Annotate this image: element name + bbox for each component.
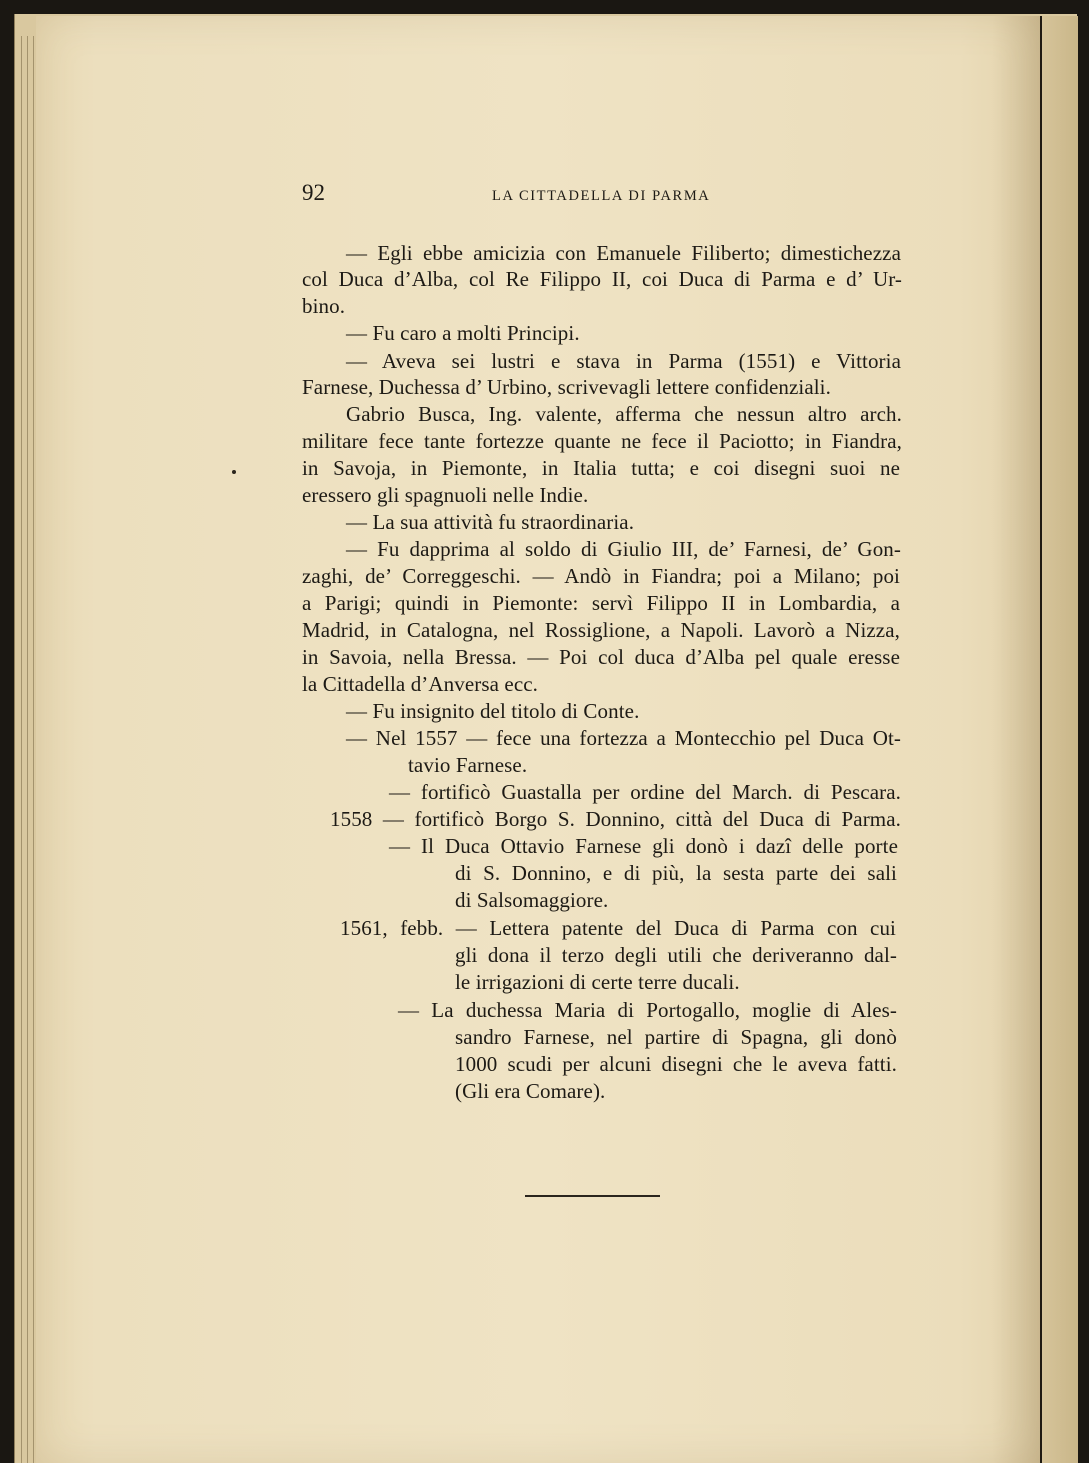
text-line: — Fu caro a molti Principi. bbox=[346, 321, 580, 345]
text-line: di Salsomaggiore. bbox=[455, 888, 609, 912]
text-line: — fortificò Guastalla per ordine del March. di Pescara. bbox=[389, 780, 901, 804]
text-line: — La duchessa Maria di Portogallo, moglie di Ales- bbox=[398, 998, 897, 1022]
text-line: — Il Duca Ottavio Farnese gli donò i dazî delle porte bbox=[389, 834, 898, 858]
text-line: col Duca d’Alba, col Re Filippo II, coi Duca di Parma e d’ Ur- bbox=[302, 267, 902, 291]
text-line: zaghi, de’ Correggeschi. — Andò in Fiandra; poi a Milano; poi bbox=[302, 564, 900, 588]
text-line: bino. bbox=[302, 294, 346, 318]
text-line: di S. Donnino, e di più, la sesta parte dei sali bbox=[455, 861, 897, 885]
text-line: — La sua attività fu straordinaria. bbox=[346, 510, 635, 534]
text-line: tavio Farnese. bbox=[408, 753, 528, 777]
text-line: — Fu dapprima al soldo di Giulio III, de’ Farnesi, de’ Gon- bbox=[346, 537, 901, 561]
text-line: in Savoja, in Piemonte, in Italia tutta; e coi disegni suoi ne bbox=[302, 456, 900, 480]
text-line: 1561, febb. — Lettera patente del Duca di Parma con cui bbox=[340, 916, 896, 940]
page-edge bbox=[21, 36, 22, 1463]
text-line: sandro Farnese, nel partire di Spagna, gli donò bbox=[455, 1025, 897, 1049]
text-line: le irrigazioni di certe terre ducali. bbox=[455, 970, 740, 994]
text-line: Gabrio Busca, Ing. valente, afferma che nessun altro arch. bbox=[346, 402, 902, 426]
running-title: LA CITTADELLA DI PARMA bbox=[492, 188, 711, 204]
page-edge bbox=[27, 36, 28, 1463]
text-line: militare fece tante fortezze quante ne fece il Paciotto; in Fiandra, bbox=[302, 429, 902, 453]
text-line: 1558 — fortificò Borgo S. Donnino, città del Duca di Parma. bbox=[330, 807, 901, 831]
ink-speck bbox=[232, 470, 236, 474]
text-line: Madrid, in Catalogna, nel Rossiglione, a Napoli. Lavorò a Nizza, bbox=[302, 618, 900, 642]
text-line: a Parigi; quindi in Piemonte: servì Filippo II in Lombardia, a bbox=[302, 591, 900, 615]
text-line: — Nel 1557 — fece una fortezza a Montecchio pel Duca Ot- bbox=[346, 726, 901, 750]
text-line: (Gli era Comare). bbox=[455, 1079, 606, 1103]
closing-rule bbox=[525, 1195, 660, 1197]
page-gutter bbox=[992, 16, 1040, 1463]
page-number: 92 bbox=[302, 180, 325, 205]
text-line: in Savoia, nella Bressa. — Poi col duca d’Alba pel quale eresse bbox=[302, 645, 900, 669]
text-line: — Fu insignito del titolo di Conte. bbox=[346, 699, 640, 723]
page-edge bbox=[33, 36, 34, 1463]
text-line: — Egli ebbe amicizia con Emanuele Filiberto; dimestichezza bbox=[346, 241, 901, 265]
text-line: 1000 scudi per alcuni disegni che le aveva fatti. bbox=[455, 1052, 897, 1076]
text-line: la Cittadella d’Anversa ecc. bbox=[302, 672, 539, 696]
text-line: — Aveva sei lustri e stava in Parma (1551) e Vittoria bbox=[346, 349, 901, 373]
text-line: eressero gli spagnuoli nelle Indie. bbox=[302, 483, 589, 507]
text-line: Farnese, Duchessa d’ Urbino, scrivevagli lettere confidenziali. bbox=[302, 375, 831, 399]
facing-page-edge bbox=[1040, 16, 1078, 1463]
text-line: gli dona il terzo degli utili che deriveranno dal- bbox=[455, 943, 897, 967]
